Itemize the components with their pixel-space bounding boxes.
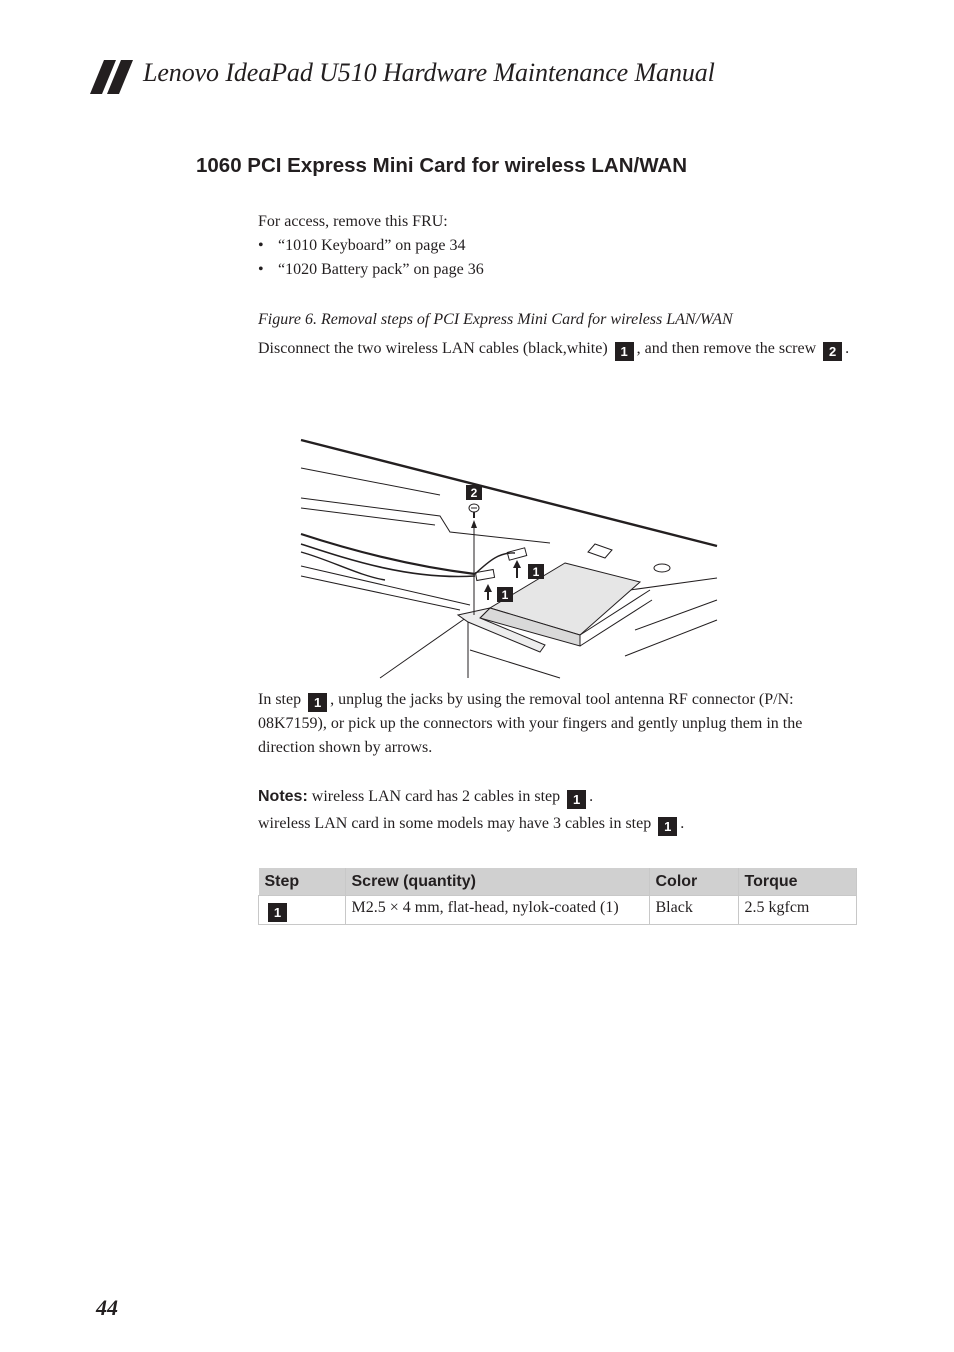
chassis-line [301, 576, 460, 610]
instruction-text: Disconnect the two wireless LAN cables (black,white) [258, 340, 608, 357]
step-badge: 1 [308, 693, 327, 712]
chassis-tab [588, 544, 612, 558]
callout-1: 1 [532, 565, 540, 579]
step-badge: 2 [823, 342, 842, 361]
instruction-text: . [845, 340, 850, 357]
chassis-line [470, 650, 560, 678]
chassis-line [301, 566, 470, 605]
step-cell [259, 896, 346, 925]
notes-text: . [680, 815, 685, 832]
bullet-dot: • [258, 261, 264, 278]
screw-icon [469, 504, 479, 518]
chassis-line [625, 620, 717, 656]
callout-2: 2 [470, 486, 478, 500]
removal-figure [290, 430, 730, 680]
arrow-head [484, 584, 492, 592]
arrow-head [513, 560, 521, 568]
access-intro: For access, remove this FRU: [258, 213, 448, 230]
notes-text: wireless LAN card has 2 cables in step [311, 788, 561, 805]
notes-line-2 [258, 813, 858, 836]
access-item-text: “1020 Battery pack” on page 36 [278, 261, 484, 278]
chassis-line [301, 498, 550, 543]
chassis-line [301, 468, 440, 495]
antenna-cable [475, 553, 515, 574]
figure-caption: Figure 6. Removal steps of PCI Express Mini Card for wireless LAN/WAN [258, 311, 733, 328]
chassis-boss [654, 564, 670, 572]
chassis-line [635, 600, 717, 630]
access-item-text: “1010 Keyboard” on page 34 [278, 237, 466, 254]
step-note-text: In step [258, 691, 302, 708]
section-title: 1060 PCI Express Mini Card for wireless LAN/WAN [196, 154, 688, 177]
arrow-head [471, 520, 477, 528]
notes-line-1 [258, 786, 858, 809]
torque-cell: 2.5 kgfcm [738, 896, 857, 925]
manual-logo-slashes [90, 60, 134, 94]
chassis-line [630, 578, 717, 590]
chassis-line [301, 508, 435, 525]
notes-text: wireless LAN card in some models may have 3 cables in step [258, 815, 652, 832]
screw-spec-table [258, 868, 857, 925]
running-title: Lenovo IdeaPad U510 Hardware Maintenance Manual [143, 58, 715, 87]
notes-label: Notes: [258, 788, 308, 805]
bullet-dot: • [258, 237, 264, 254]
access-item [258, 235, 466, 256]
column-header: Color [649, 868, 738, 896]
column-header: Screw (quantity) [345, 868, 649, 896]
step-note-paragraph [258, 688, 858, 760]
page-number: 44 [96, 1295, 118, 1320]
table-row [259, 896, 857, 925]
step-badge: 1 [567, 790, 586, 809]
callout-1: 1 [501, 588, 509, 602]
chassis-line [380, 615, 470, 678]
access-item [258, 259, 484, 280]
step-badge: 1 [615, 342, 634, 361]
color-cell: Black [649, 896, 738, 925]
step-badge: 1 [658, 817, 677, 836]
step-badge: 1 [268, 903, 287, 922]
step-note-text: , unplug the jacks by using the removal tool antenna RF connector (P/N: 08K7159), or pick up the connectors with your fingers and gently unplug them in the direction shown by arrows. [258, 691, 803, 756]
notes-text: . [589, 788, 594, 805]
column-header: Step [259, 868, 346, 896]
chassis-edge [301, 440, 717, 546]
table-header-row [259, 868, 857, 896]
screw-cell: M2.5 × 4 mm, flat-head, nylok-coated (1) [345, 896, 649, 925]
instruction-paragraph [258, 338, 858, 361]
antenna-connector [507, 548, 526, 560]
column-header: Torque [738, 868, 857, 896]
instruction-text: , and then remove the screw [636, 340, 817, 357]
